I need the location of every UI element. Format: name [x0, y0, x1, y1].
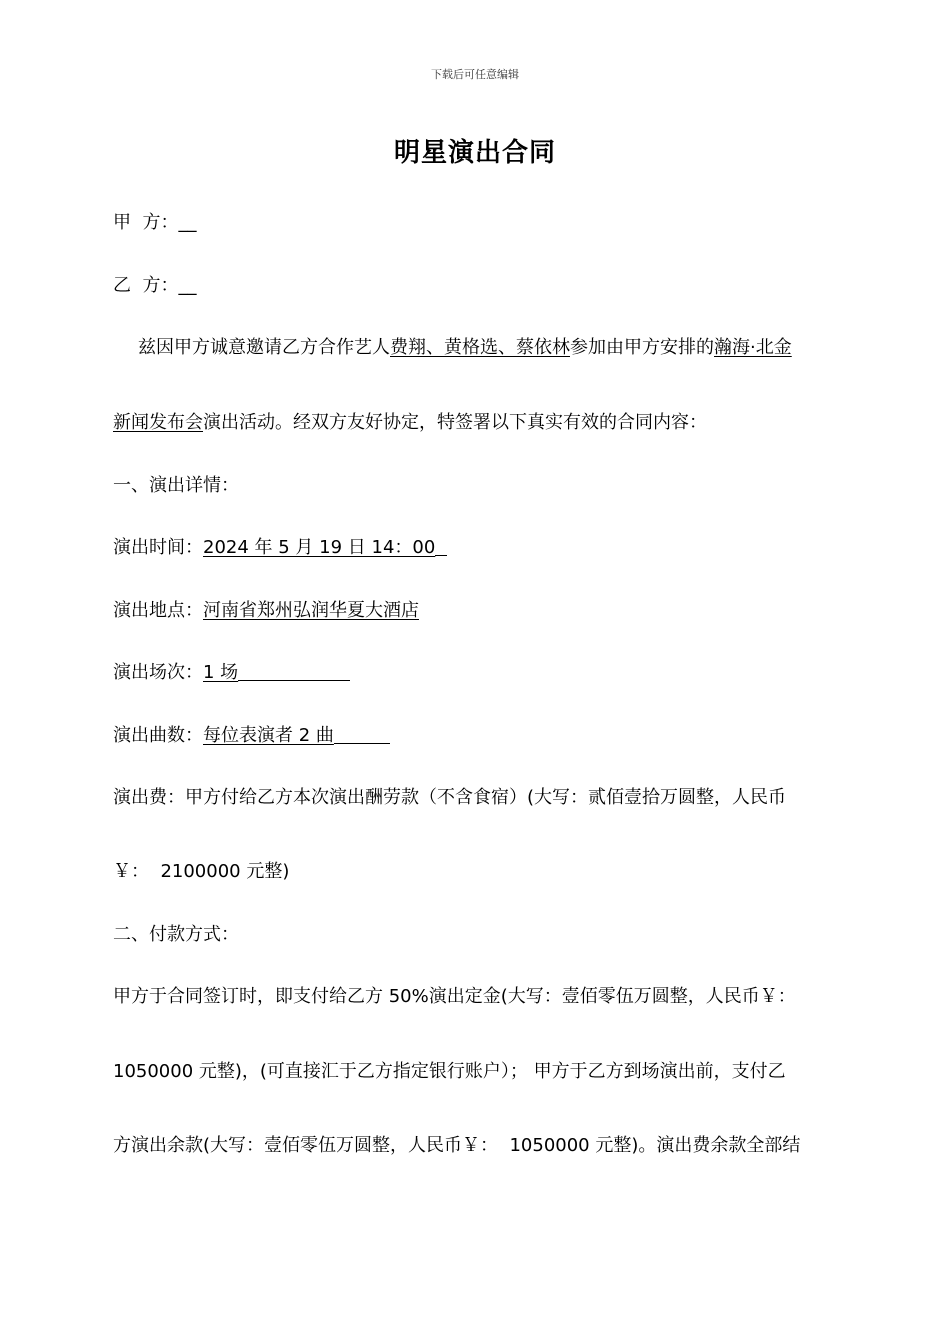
- payment-line-3: 方演出余款(大写：壹佰零伍万圆整，人民币￥： 1050000 元整)。演出费余款全部结: [113, 1135, 801, 1156]
- fee-line-2: ￥： 2100000 元整): [113, 861, 290, 882]
- party-a-line: [113, 208, 196, 234]
- fee-line-1: 演出费：甲方付给乙方本次演出酬劳款（不含食宿）(大写：贰佰壹拾万圆整，人民币: [113, 787, 787, 808]
- performance-time-line: [113, 533, 447, 559]
- performance-time-label: 演出时间：: [113, 537, 203, 558]
- artists-names: 费翔、黄格选、蔡依林: [390, 337, 570, 358]
- contract-title: 明星演出合同: [393, 138, 556, 168]
- party-b-label: 乙 方：: [113, 275, 179, 296]
- intro-line-1: [138, 333, 792, 359]
- party-b-line: [113, 271, 196, 297]
- sessions-label: 演出场次：: [113, 662, 203, 683]
- songs-blank: [334, 725, 390, 744]
- intro-text-3: 演出活动。经双方友好协定，特签署以下真实有效的合同内容：: [203, 412, 707, 433]
- header-note: 下载后可任意编辑: [431, 68, 519, 81]
- venue-label: 演出地点：: [113, 600, 203, 621]
- venue-value: 河南省郑州弘润华夏大酒店: [203, 600, 419, 621]
- songs-label: 演出曲数：: [113, 725, 203, 746]
- payment-line-1: 甲方于合同签订时，即支付给乙方 50%演出定金(大写：壹佰零伍万圆整，人民币￥：: [113, 986, 796, 1007]
- party-b-value: __: [178, 275, 197, 296]
- event-name-part1: 瀚海·北金: [714, 337, 792, 358]
- songs-line: [113, 721, 390, 747]
- payment-line-2: 1050000 元整)，(可直接汇于乙方指定银行账户）； 甲方于乙方到场演出前，支付乙: [113, 1061, 786, 1082]
- performance-time-value: 2024 年 5 月 19 日 14：00: [203, 537, 436, 558]
- sessions-line: [113, 658, 350, 684]
- sessions-value: 1 场: [203, 662, 239, 683]
- section2-heading: 二、付款方式：: [113, 924, 239, 945]
- intro-text-1: 兹因甲方诚意邀请乙方合作艺人: [138, 337, 390, 358]
- party-a-value: __: [178, 212, 197, 233]
- intro-line-2: [113, 408, 707, 434]
- section1-heading: 一、演出详情：: [113, 475, 239, 496]
- party-a-label: 甲 方：: [113, 212, 179, 233]
- event-name-part2: 新闻发布会: [113, 412, 203, 433]
- venue-line: [113, 596, 419, 622]
- intro-text-2: 参加由甲方安排的: [570, 337, 714, 358]
- sessions-blank: [238, 662, 350, 681]
- performance-time-blank: [435, 537, 447, 556]
- songs-value: 每位表演者 2 曲: [203, 725, 334, 746]
